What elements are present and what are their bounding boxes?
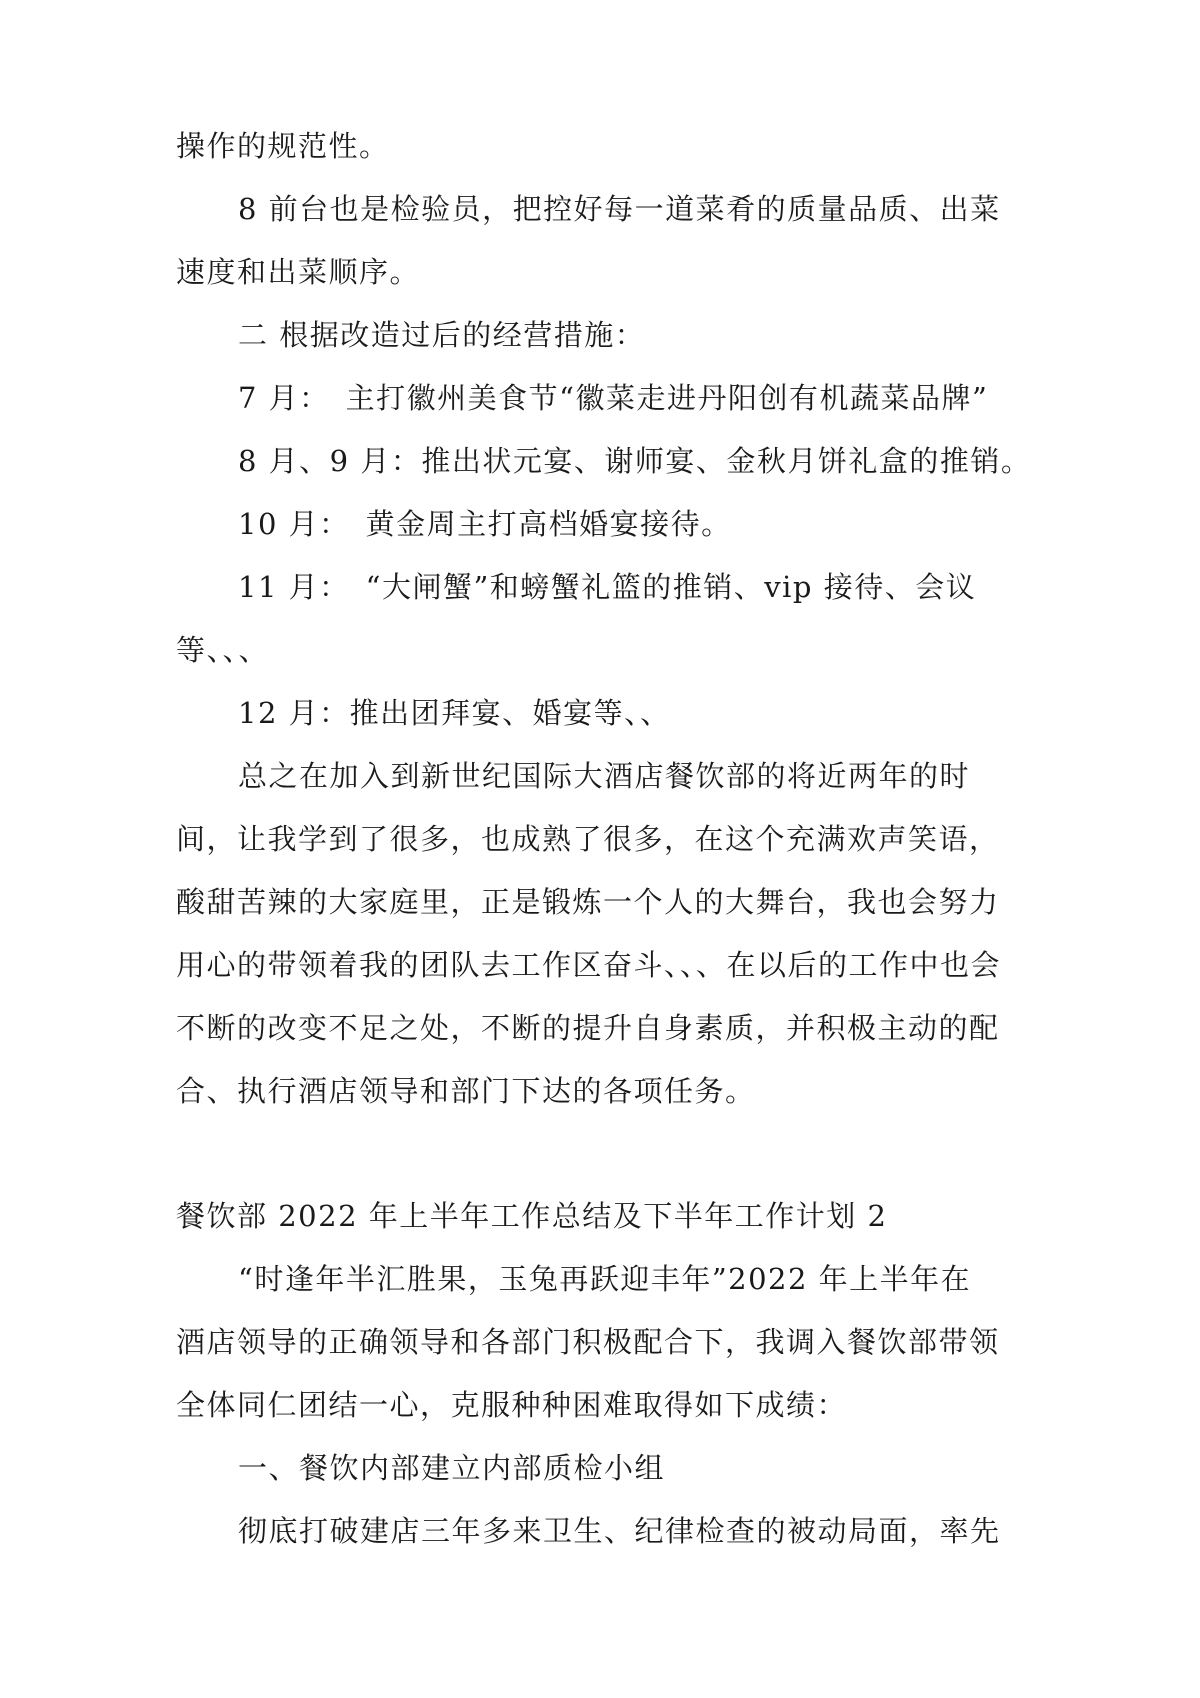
paragraph-line: 12 月：推出团拜宴、婚宴等、、 <box>238 696 671 730</box>
paragraph-line: 用心的带领着我的团队去工作区奋斗、、、在以后的工作中也会 <box>176 948 1002 982</box>
paragraph-line: 彻底打破建店三年多来卫生、纪律检查的被动局面，率先 <box>238 1514 1001 1548</box>
paragraph-line: 8 前台也是检验员，把控好每一道菜肴的质量品质、出菜 <box>238 192 1001 226</box>
paragraph-line: 10 月： 黄金周主打高档婚宴接待。 <box>238 507 732 541</box>
paragraph-line: 合、执行酒店领导和部门下达的各项任务。 <box>176 1074 756 1108</box>
paragraph-line: 8 月、9 月：推出状元宴、谢师宴、金秋月饼礼盒的推销。 <box>238 444 1032 478</box>
document-title: 餐饮部 2022 年上半年工作总结及下半年工作计划 2 <box>176 1199 888 1233</box>
paragraph-line: 不断的改变不足之处，不断的提升自身素质，并积极主动的配 <box>176 1011 1000 1045</box>
paragraph-line: 速度和出菜顺序。 <box>176 255 421 289</box>
paragraph-line: 全体同仁团结一心，克服种种困难取得如下成绩： <box>176 1388 848 1422</box>
paragraph-line: 等、、、 <box>176 633 270 667</box>
paragraph-line: 总之在加入到新世纪国际大酒店餐饮部的将近两年的时 <box>238 759 971 793</box>
paragraph-line: 酒店领导的正确领导和各部门积极配合下，我调入餐饮部带领 <box>176 1325 1000 1359</box>
paragraph-line: 酸甜苦辣的大家庭里，正是锻炼一个人的大舞台，我也会努力 <box>176 885 1000 919</box>
paragraph-line: 7 月： 主打徽州美食节“徽菜走进丹阳创有机蔬菜品牌” <box>238 381 989 415</box>
section-heading: 一、餐饮内部建立内部质检小组 <box>238 1451 666 1485</box>
paragraph-line: 11 月： “大闸蟹”和螃蟹礼篮的推销、vip 接待、会议 <box>238 570 977 604</box>
paragraph-line: 间，让我学到了很多，也成熟了很多，在这个充满欢声笑语， <box>176 822 1000 856</box>
section-heading: 二 根据改造过后的经营措施： <box>238 318 646 352</box>
paragraph-line: 操作的规范性。 <box>176 129 390 163</box>
paragraph-line: “时逢年半汇胜果，玉兔再跃迎丰年”2022 年上半年在 <box>238 1262 972 1296</box>
